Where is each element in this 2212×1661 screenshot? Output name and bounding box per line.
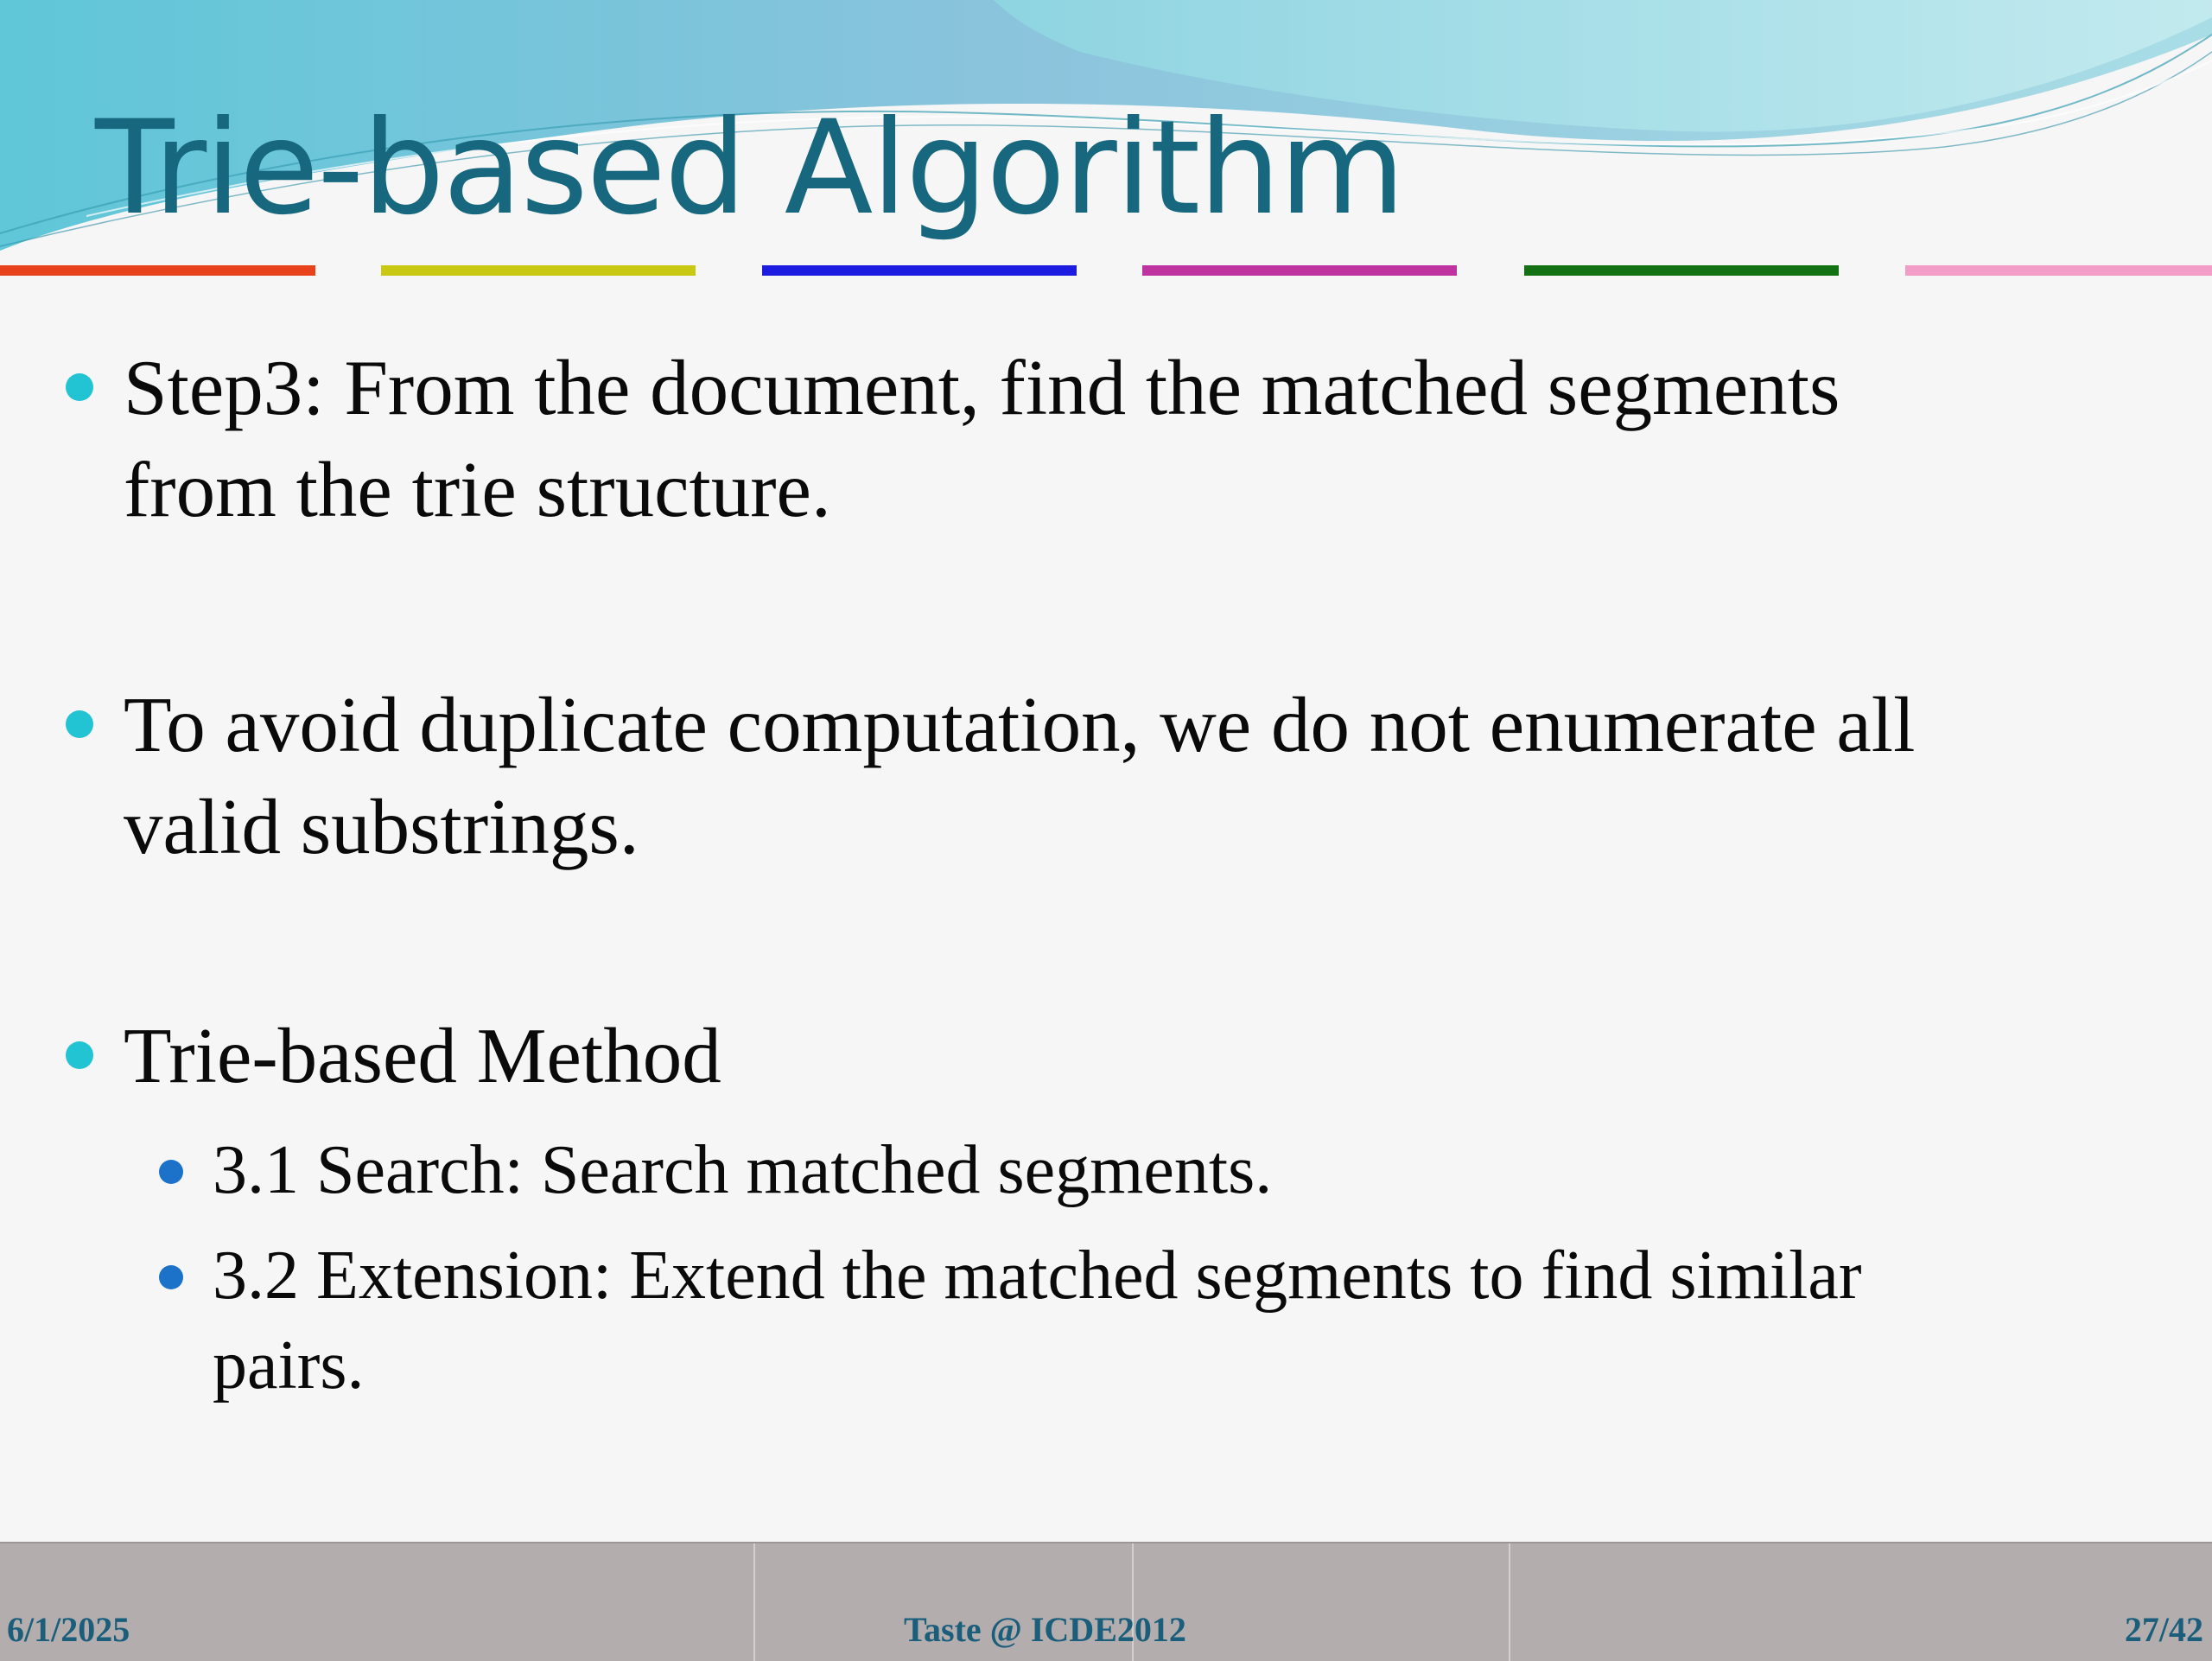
divider-segment-magenta: [1142, 265, 1457, 276]
footer-page-number: 27/42: [2124, 1610, 2203, 1649]
footer-date: 6/1/2025: [7, 1610, 130, 1649]
title-divider: [0, 265, 2212, 277]
divider-segment-blue: [762, 265, 1077, 276]
bullet-step3: [124, 337, 2189, 541]
bullet-trie-method: [124, 1005, 2189, 1107]
bullet-line: To avoid duplicate computation, we do not enumerate all: [124, 681, 1916, 768]
bullet-line: Step3: From the document, find the matched segments: [124, 344, 1840, 431]
bullet-dot-icon: [66, 373, 93, 401]
bullet-avoid-duplicate: [124, 674, 2189, 878]
footer-center-text: Taste @ ICDE2012: [904, 1610, 1186, 1649]
sub-bullet-dot-icon: [159, 1265, 183, 1289]
divider-segment-green: [1524, 265, 1839, 276]
sub-bullet-extension: [213, 1231, 2191, 1410]
divider-segment-yellow: [381, 265, 696, 276]
footer-cell: [753, 1543, 755, 1661]
bullet-line: from the trie structure.: [124, 446, 831, 533]
bullet-line: valid substrings.: [124, 783, 639, 870]
bullet-dot-icon: [66, 710, 93, 738]
slide-title: Trie-based Algorithm: [95, 93, 1404, 244]
divider-segment-pink: [1905, 265, 2212, 276]
bullet-dot-icon: [66, 1041, 93, 1069]
sub-bullet-line: 3.2 Extension: Extend the matched segments to find similar: [213, 1238, 1862, 1314]
sub-bullet-line: pairs.: [213, 1327, 365, 1403]
sub-bullet-line: 3.1 Search: Search matched segments.: [213, 1132, 1273, 1208]
footer-cell: [1509, 1543, 1510, 1661]
sub-bullet-dot-icon: [159, 1160, 183, 1184]
divider-segment-red: [0, 265, 315, 276]
sub-bullet-search: [213, 1125, 2191, 1215]
bullet-line: Trie-based Method: [124, 1012, 721, 1099]
